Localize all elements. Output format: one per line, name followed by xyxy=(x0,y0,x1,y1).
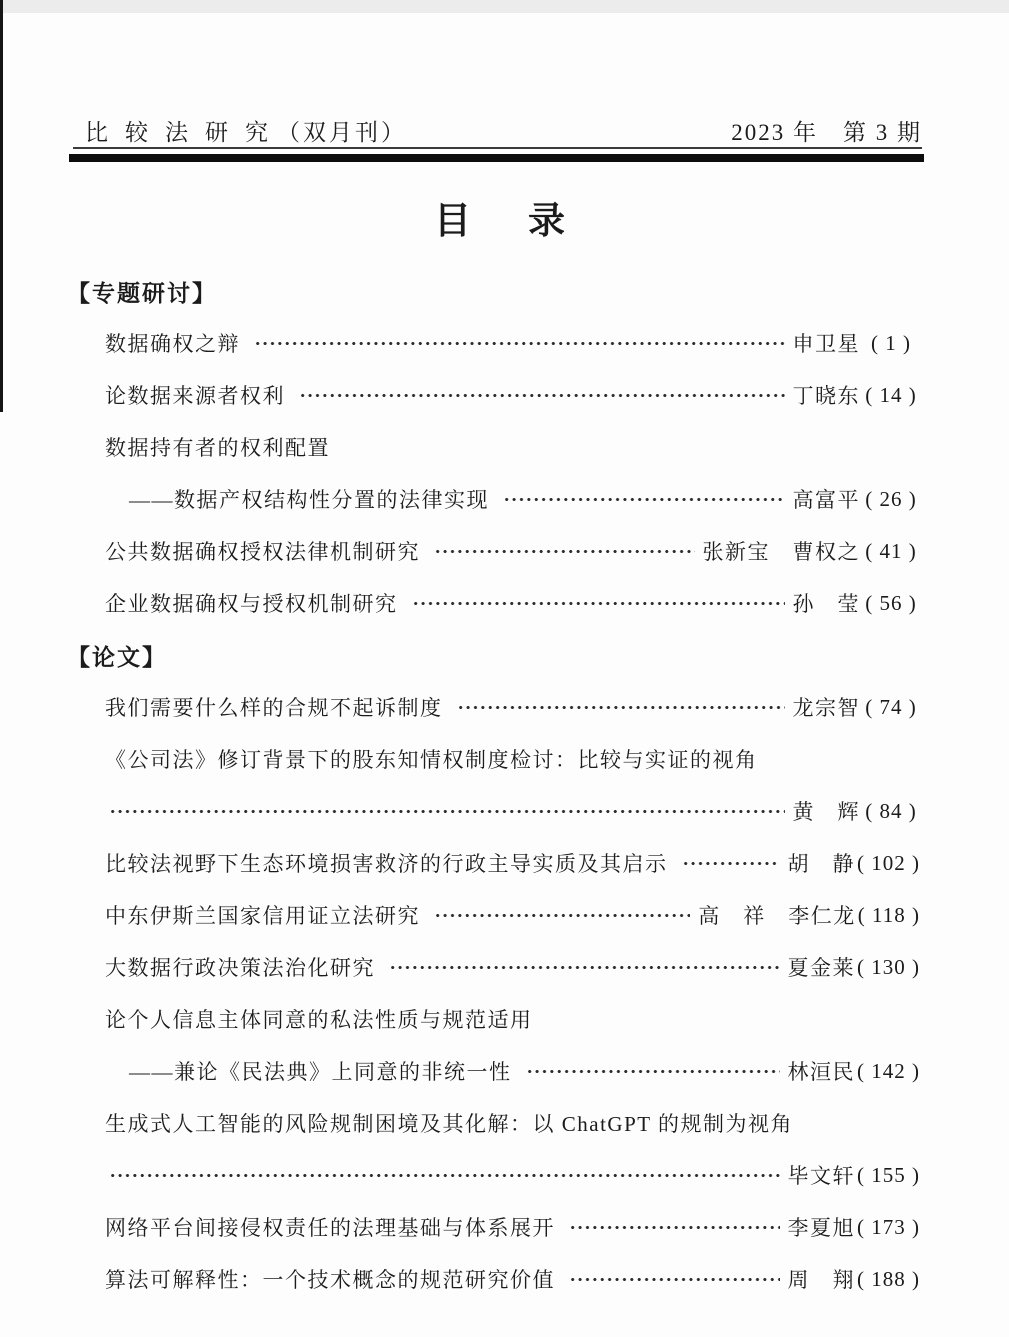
dot-leader xyxy=(412,577,785,629)
entry-page: ( 188 ) xyxy=(857,1266,920,1291)
header-rule-thin xyxy=(73,147,922,149)
entry-author: 申卫星 xyxy=(792,332,860,356)
entry-title: 论数据来源者权利 xyxy=(105,384,285,408)
toc-content xyxy=(67,265,920,1305)
dot-leader xyxy=(682,837,780,889)
toc-entry xyxy=(105,1097,920,1149)
toc-entry xyxy=(105,317,920,369)
dot-leader xyxy=(254,317,785,369)
toc-entry xyxy=(105,369,920,421)
journal-frequency: （双月刊） xyxy=(277,120,407,145)
dot-leader xyxy=(434,525,695,577)
entry-author: 高富平 xyxy=(792,488,860,512)
toc-entry xyxy=(105,525,920,577)
dot-leader xyxy=(109,785,785,837)
entry-title: 公共数据确权授权法律机制研究 xyxy=(105,540,420,564)
entry-title: ——数据产权结构性分置的法律实现 xyxy=(129,488,489,512)
entry-page: ( 102 ) xyxy=(857,850,920,875)
toc-entry xyxy=(105,1253,920,1305)
entry-author: 毕文轩 xyxy=(787,1164,855,1188)
scan-top-strip xyxy=(0,0,1009,13)
toc-entry xyxy=(105,681,920,733)
dot-leader xyxy=(503,473,785,525)
toc-entry xyxy=(105,1201,920,1253)
page-header xyxy=(85,114,922,147)
entry-page: ( 118 ) xyxy=(857,902,920,927)
entry-page: ( 41 ) xyxy=(865,538,917,563)
entry-page: ( 26 ) xyxy=(865,486,917,511)
entry-author: 胡 静 xyxy=(787,852,855,876)
toc-entry xyxy=(105,889,920,941)
entry-title: 算法可解释性：一个技术概念的规范研究价值 xyxy=(105,1268,555,1292)
toc-title: 目 录 xyxy=(434,201,575,242)
dot-leader xyxy=(109,1149,780,1201)
toc-entry-continuation xyxy=(105,1149,920,1201)
dot-leader xyxy=(299,369,785,421)
entry-title: 论个人信息主体同意的私法性质与规范适用 xyxy=(105,1008,533,1032)
entry-page: ( 56 ) xyxy=(865,590,917,615)
entry-author: 龙宗智 xyxy=(792,696,860,720)
entry-title: 生成式人工智能的风险规制困境及其化解：以 ChatGPT 的规制为视角 xyxy=(105,1112,793,1136)
entry-title: 比较法视野下生态环境损害救济的行政主导实质及其启示 xyxy=(105,852,668,876)
header-rule-thick xyxy=(69,154,924,162)
entry-author: 丁晓东 xyxy=(792,384,860,408)
toc-entry xyxy=(105,577,920,629)
entry-page: ( 1 ) xyxy=(871,330,911,355)
entry-page: ( 130 ) xyxy=(857,954,920,979)
entry-title: 大数据行政决策法治化研究 xyxy=(105,956,375,980)
dot-leader xyxy=(389,941,780,993)
toc-entry-subtitle xyxy=(105,473,920,525)
entry-page: ( 84 ) xyxy=(865,798,917,823)
toc-entry xyxy=(105,993,920,1045)
entry-title: 《公司法》修订背景下的股东知情权制度检讨：比较与实证的视角 xyxy=(105,748,758,772)
entry-title: 我们需要什么样的合规不起诉制度 xyxy=(105,696,443,720)
entry-page: ( 142 ) xyxy=(857,1058,920,1083)
issue-info: 2023 年 第 3 期 xyxy=(731,120,922,145)
entry-title: 中东伊斯兰国家信用证立法研究 xyxy=(105,904,420,928)
entry-page: ( 173 ) xyxy=(857,1214,920,1239)
entry-page: ( 155 ) xyxy=(857,1162,920,1187)
toc-entry xyxy=(105,733,920,785)
entry-author: 周 翔 xyxy=(787,1268,855,1292)
entry-author: 高 祥 李仁龙 xyxy=(698,904,856,928)
entry-author: 孙 莹 xyxy=(792,592,860,616)
section-label: 【专题研讨】 xyxy=(67,280,217,306)
journal-name: 比较法研究 xyxy=(85,120,285,145)
journal-title xyxy=(85,114,407,147)
entry-author: 张新宝 曹权之 xyxy=(702,540,860,564)
toc-entry xyxy=(105,837,920,889)
dot-leader xyxy=(569,1253,780,1305)
toc-entry xyxy=(105,421,920,473)
entry-page: ( 14 ) xyxy=(865,382,917,407)
entry-title: 数据持有者的权利配置 xyxy=(105,436,330,460)
entry-title: ——兼论《民法典》上同意的非统一性 xyxy=(129,1060,512,1084)
toc-entry-subtitle xyxy=(105,1045,920,1097)
dot-leader xyxy=(569,1201,780,1253)
entry-author: 夏金莱 xyxy=(787,956,855,980)
entry-title: 网络平台间接侵权责任的法理基础与体系展开 xyxy=(105,1216,555,1240)
entry-page: ( 74 ) xyxy=(865,694,917,719)
entry-author: 李夏旭 xyxy=(787,1216,855,1240)
dot-leader xyxy=(457,681,785,733)
dot-leader xyxy=(434,889,690,941)
entry-title: 数据确权之辩 xyxy=(105,332,240,356)
toc-entry-continuation xyxy=(105,785,920,837)
entry-author: 林洹民 xyxy=(787,1060,855,1084)
dot-leader xyxy=(526,1045,780,1097)
entry-author: 黄 辉 xyxy=(792,800,860,824)
toc-entry xyxy=(105,941,920,993)
section-label: 【论文】 xyxy=(67,644,167,670)
entry-title: 企业数据确权与授权机制研究 xyxy=(105,592,398,616)
